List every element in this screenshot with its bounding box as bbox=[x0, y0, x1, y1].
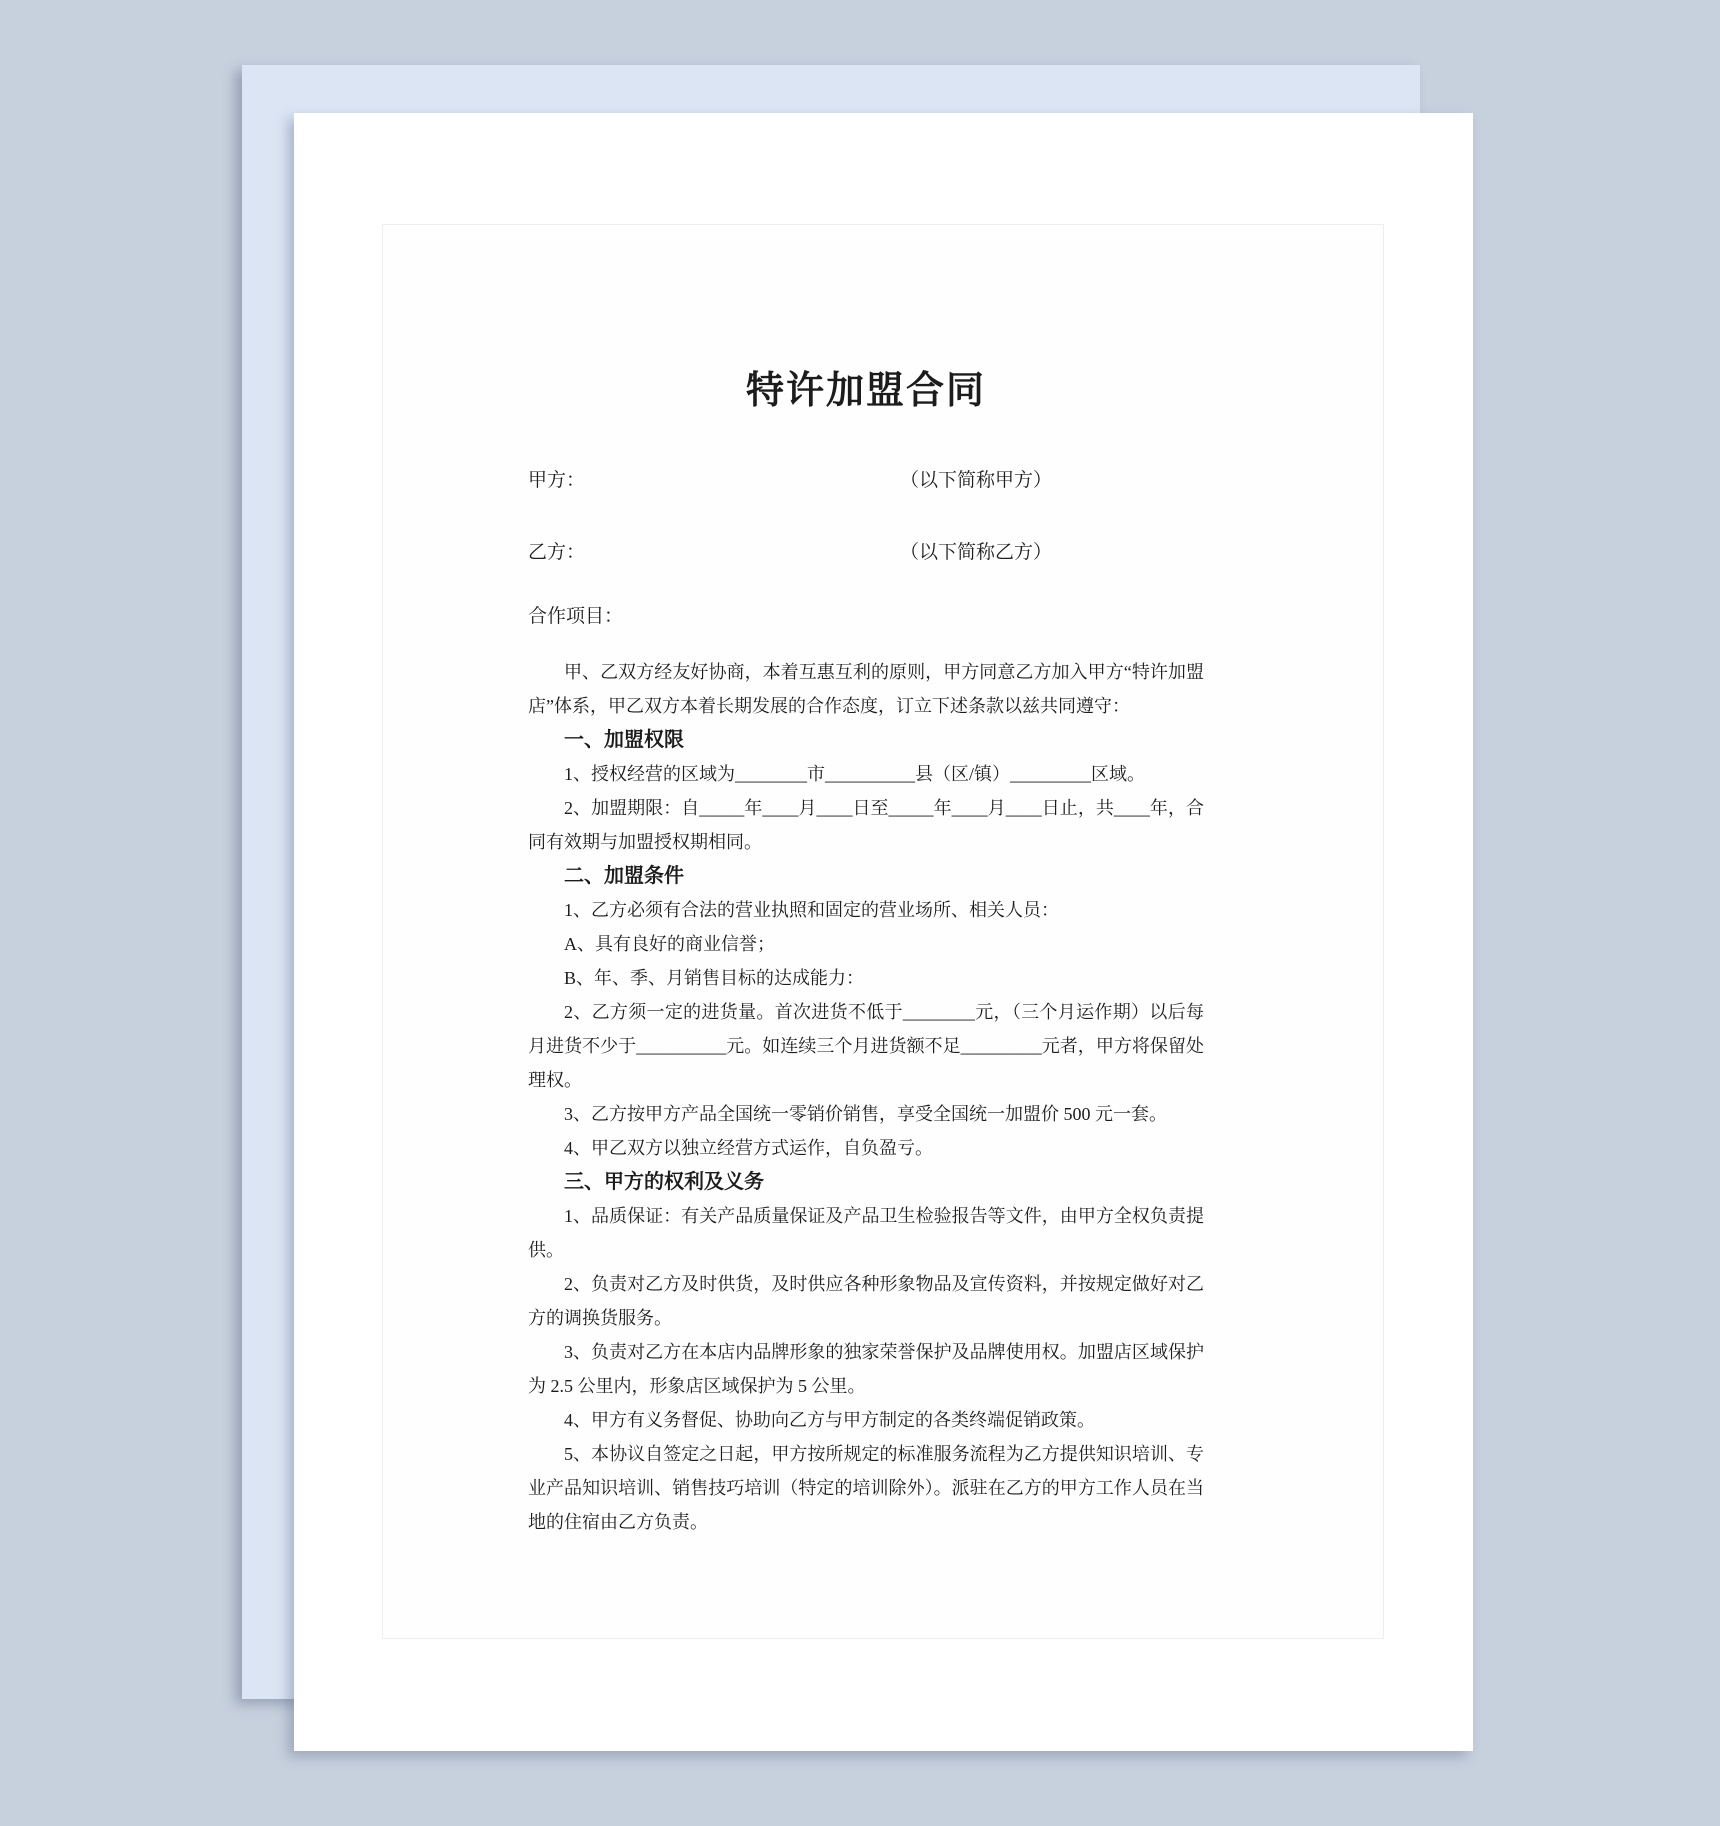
document-page bbox=[294, 113, 1473, 1751]
clause-1-2: 2、加盟期限：自_____年____月____日至_____年____月____日止，共____年，合同有效期与加盟授权期相同。 bbox=[528, 798, 1204, 852]
project-row bbox=[528, 602, 1204, 632]
clause-2-1b: B、年、季、月销售目标的达成能力： bbox=[564, 968, 865, 988]
clause-3-3: 3、负责对乙方在本店内品牌形象的独家荣誉保护及品牌使用权。加盟店区域保护为 2.5 公里内，形象店区域保护为 5 公里。 bbox=[528, 1342, 1204, 1396]
clause-2-1a: A、具有良好的商业信誉； bbox=[564, 934, 775, 954]
clause-2-4: 4、甲乙双方以独立经营方式运作，自负盈亏。 bbox=[564, 1138, 933, 1158]
project-label: 合作项目： bbox=[528, 606, 624, 627]
party-b-row bbox=[528, 538, 1204, 568]
clause-3-5: 5、本协议自签定之日起，甲方按所规定的标准服务流程为乙方提供知识培训、专业产品知识培训、销售技巧培训（特定的培训除外）。派驻在乙方的甲方工作人员在当地的住宿由乙方负责。 bbox=[528, 1444, 1204, 1532]
preamble-paragraph: 甲、乙双方经友好协商，本着互惠互利的原则，甲方同意乙方加入甲方“特许加盟店”体系，甲乙双方本着长期发展的合作态度，订立下述条款以兹共同遵守： bbox=[528, 662, 1204, 716]
clause-3-2: 2、负责对乙方及时供货，及时供应各种形象物品及宣传资料，并按规定做好对乙方的调换货服务。 bbox=[528, 1274, 1204, 1328]
party-a-row bbox=[528, 466, 1204, 496]
party-b-label: 乙方： bbox=[528, 542, 586, 563]
contract-body bbox=[528, 655, 1204, 1539]
clause-2-2: 2、乙方须一定的进货量。首次进货不低于________元，（三个月运作期）以后每月进货不少于__________元。如连续三个月进货额不足_________元者，甲方将保留处理权。 bbox=[528, 1002, 1204, 1090]
party-a-alias: （以下简称甲方） bbox=[900, 470, 1053, 491]
section-heading-2: 二、加盟条件 bbox=[564, 865, 684, 887]
clause-2-1: 1、乙方必须有合法的营业执照和固定的营业场所、相关人员： bbox=[564, 900, 1059, 920]
clause-3-4: 4、甲方有义务督促、协助向乙方与甲方制定的各类终端促销政策。 bbox=[564, 1410, 1095, 1430]
clause-1-1: 1、授权经营的区域为________市__________县（区/镇）_________区域。 bbox=[564, 764, 1145, 784]
clause-3-1: 1、品质保证：有关产品质量保证及产品卫生检验报告等文件，由甲方全权负责提供。 bbox=[528, 1206, 1204, 1260]
section-heading-1: 一、加盟权限 bbox=[564, 729, 684, 751]
section-heading-3: 三、甲方的权利及义务 bbox=[564, 1171, 764, 1193]
party-b-alias: （以下简称乙方） bbox=[900, 542, 1053, 563]
party-a-label: 甲方： bbox=[528, 470, 586, 491]
clause-2-3: 3、乙方按甲方产品全国统一零销价销售，享受全国统一加盟价 500 元一套。 bbox=[564, 1104, 1167, 1124]
document-title: 特许加盟合同 bbox=[745, 370, 986, 412]
